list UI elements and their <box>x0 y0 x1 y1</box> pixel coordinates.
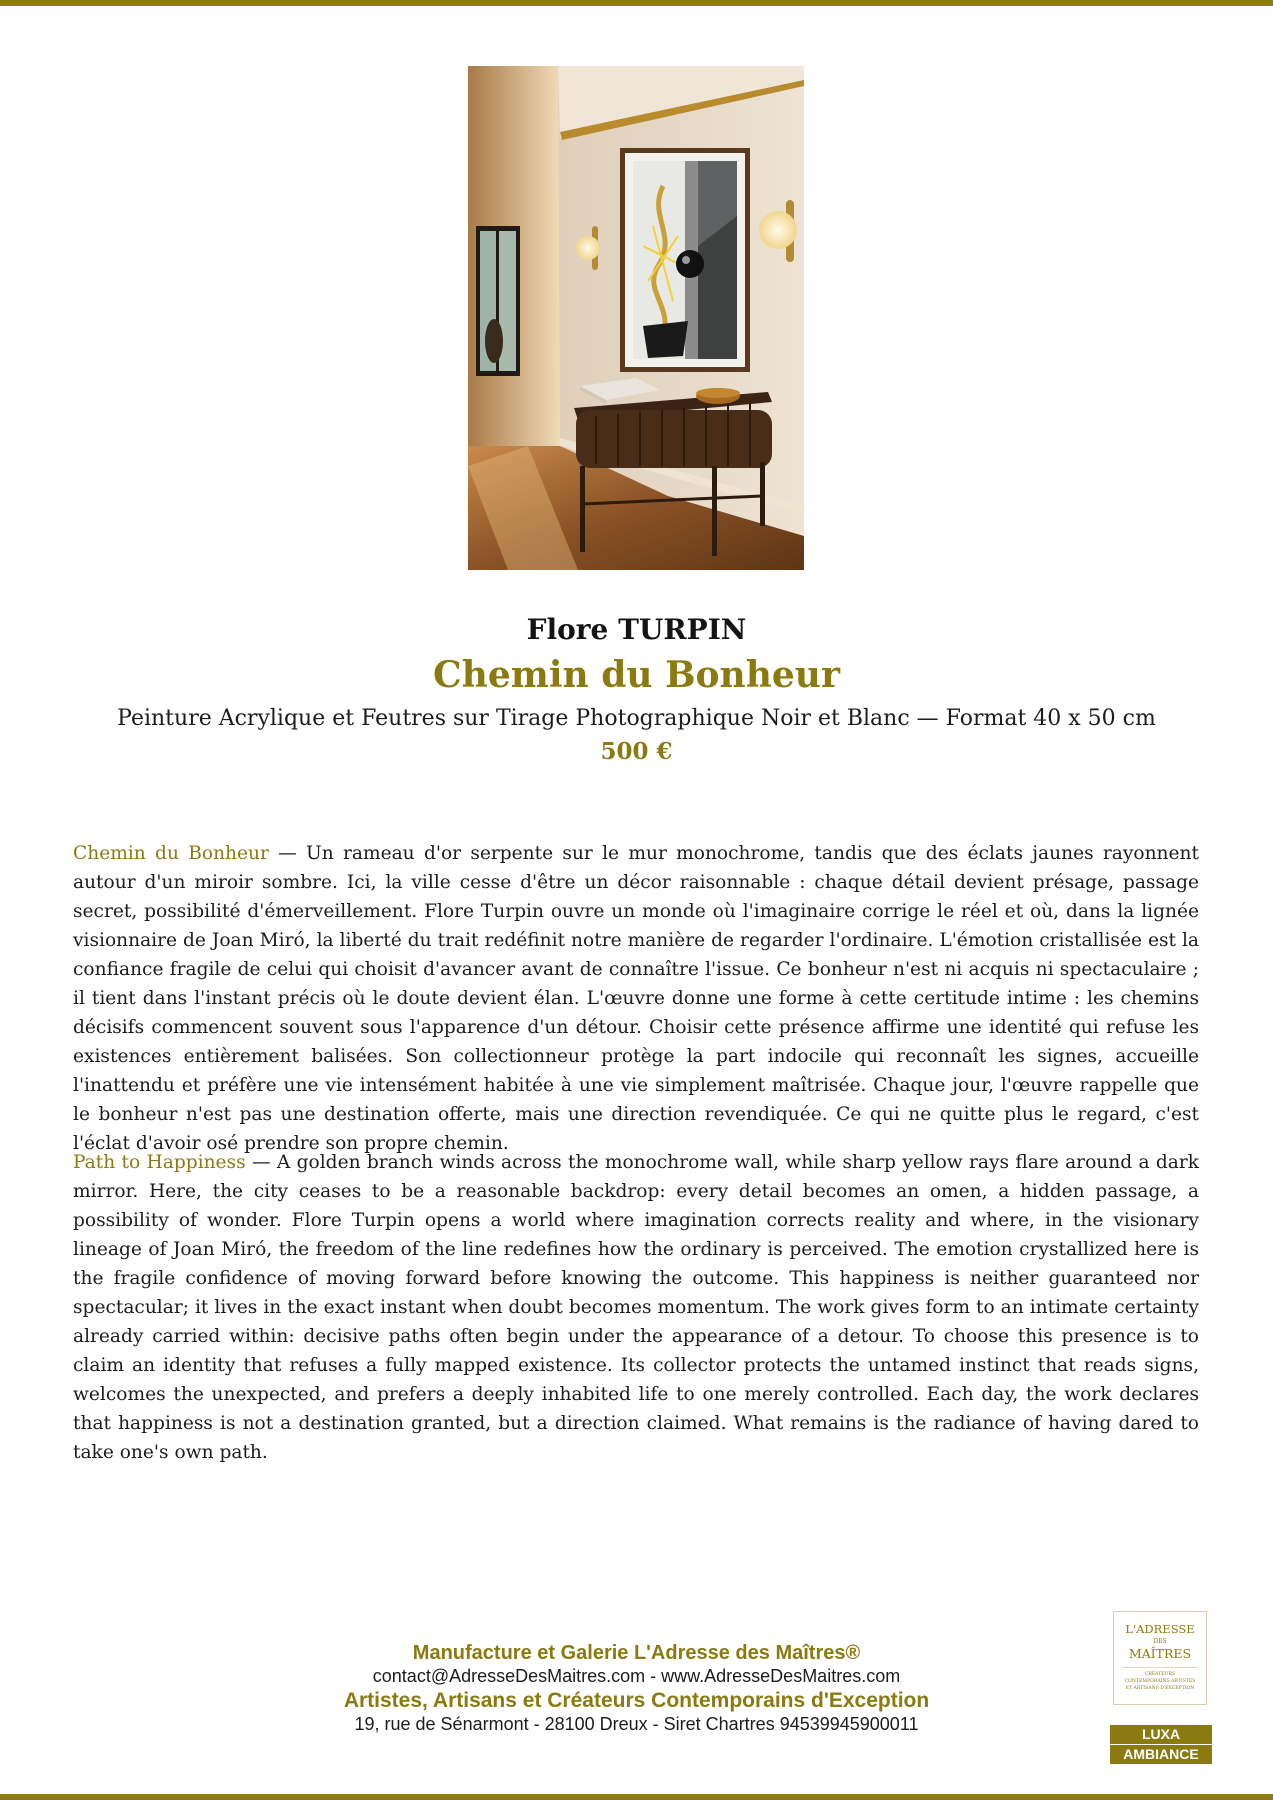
description-french <box>73 839 1199 1158</box>
artwork-price: 500 € <box>600 738 673 765</box>
badge-luxa: LUXA <box>1110 1725 1212 1744</box>
logo-line-3: MAÎTRES <box>1128 1646 1192 1661</box>
footer-address: 19, rue de Sénarmont - 28100 Dreux - Siret Chartres 94539945900011 <box>354 1714 919 1734</box>
description-english <box>73 1148 1199 1467</box>
description-french-text: — Un rameau d'or serpente sur le mur monochrome, tandis que des éclats jaunes rayonnent autour d'un miroir sombre. Ici, la ville cesse d'être un décor raisonnable : chaque détail devient présage, passage secret, possibilité d'émerveillement. Flore Turpin ouvre un monde où l'imaginaire corrige le réel et où, dans la lignée visionnaire de Joan Miró, la liberté du trait redéfinit notre manière de regarder l'ordinaire. L'émotion cristallisée est la confiance fragile de celui qui choisit d'avancer avant de connaître l'issue. Ce bonheur n'est ni acquis ni spectaculaire ; il tient dans l'instant précis où le doute devient élan. L'œuvre donne une forme à cette certitude intime : les chemins décisifs commencent souvent sous l'apparence d'un détour. Choisir cette présence affirme une identité qui refuse les existences entièrement balisées. Son collectionneur protège la part indocile qui reconnaît les signes, accueille l'inattendu et préfère une vie intensément habitée à une vie simplement maîtrisée. Chaque jour, l'œuvre rappelle que le bonheur n'est pas une destination offerte, mais une direction revendiquée. Ce qui ne quitte plus le regard, c'est l'éclat d'avoir osé prendre son propre chemin. <box>73 843 1199 1154</box>
description-french-lead: Chemin du Bonheur <box>73 843 269 864</box>
footer-tagline: Artistes, Artisans et Créateurs Contemporains d'Exception <box>343 1689 930 1712</box>
badge-ambiance: AMBIANCE <box>1110 1745 1212 1764</box>
description-english-text: — A golden branch winds across the monochrome wall, while sharp yellow rays flare around a dark mirror. Here, the city ceases to be a reasonable backdrop: every detail becomes an omen, a hidden passage, a possibility of wonder. Flore Turpin opens a world where imagination corrects reality and where, in the visionary lineage of Joan Miró, the freedom of the line redefines how the ordinary is perceived. The emotion crystallized here is the fragile confidence of moving forward before knowing the outcome. This happiness is neither guaranteed nor spectacular; it lives in the exact instant when doubt becomes momentum. The work gives form to an intimate certainty already carried within: decisive paths often begin under the appearance of a detour. To choose this presence is to claim an identity that refuses a fully mapped existence. Its collector protects the untamed instinct that reads signs, welcomes the unexpected, and prefers a deeply inhabited life to one merely controlled. Each day, the work declares that happiness is not a destination granted, but a direction claimed. What remains is the radiance of having dared to take one's own path. <box>73 1152 1199 1463</box>
top-border <box>0 0 1273 6</box>
artist-name: Flore TURPIN <box>526 613 747 646</box>
logo-line-2: DES <box>1153 1638 1167 1645</box>
footer-gallery-name: Manufacture et Galerie L'Adresse des Maîtres® <box>412 1642 861 1664</box>
description-english-lead: Path to Happiness <box>73 1152 246 1173</box>
artwork-medium: Peinture Acrylique et Feutres sur Tirage Photographique Noir et Blanc — Format 40 x 50 cm <box>117 706 1156 731</box>
logo-line-4: CRÉATEURS CONTEMPORAINS ARTISTES ET ARTISANS D'EXCEPTION <box>1122 1667 1198 1692</box>
footer <box>220 1641 1053 1736</box>
footer-contact: contact@AdresseDesMaitres.com - www.AdresseDesMaitres.com <box>372 1666 901 1686</box>
bottom-border <box>0 1794 1273 1800</box>
artwork-title: Chemin du Bonheur <box>433 654 840 696</box>
artwork-room-photo <box>468 66 804 570</box>
logo-line-1: L'ADRESSE <box>1125 1622 1195 1636</box>
gallery-logo <box>1113 1611 1207 1705</box>
